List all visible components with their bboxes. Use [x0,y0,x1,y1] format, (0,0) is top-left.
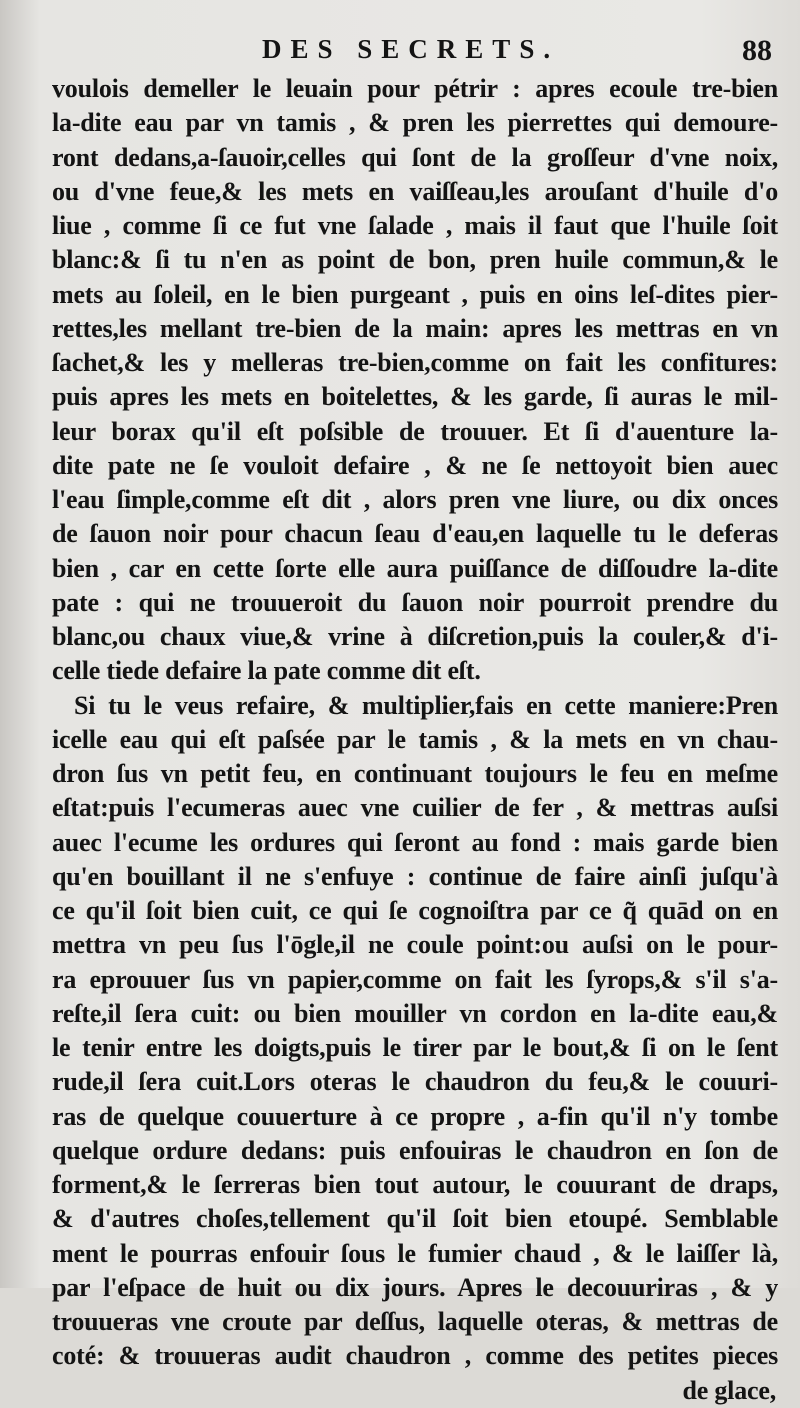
catchword: de glace, [682,1375,776,1405]
paragraph-1 [52,72,778,689]
running-head [52,32,778,72]
text-line: liue , comme ſi ce fut vne ſalade , mais il faut que l'huile ſoit [52,211,778,240]
text-line: rude,il ſera cuit.Lors oteras le chaudron du feu,& le couuri- [52,1067,778,1097]
text-line: qu'en bouillant il ne s'enfuye : continue de faire ainſi juſqu'à [52,861,778,891]
text-line: leur borax qu'il eſt poſsible de trouuer. Et ſi d'auenture la- [52,416,778,446]
text-line: rettes,les mellant tre-bien de la main: apres les mettras en vn [52,313,778,343]
text-line: dite pate ne ſe vouloit defaire , & ne ſe nettoyoit bien auec [52,450,778,480]
text-line: le tenir entre les doigts,puis le tirer par le bout,& ſi on le ſent [52,1033,778,1062]
text-line: & d'autres choſes,tellement qu'il ſoit bien etoupé. Semblable [52,1204,778,1234]
text-line: ce qu'il ſoit bien cuit, ce qui ſe cognoiſtra par ce q̃ quād on en [52,896,778,925]
text-line: blanc:& ſi tu n'en as point de bon, pren huile commun,& le [52,245,778,275]
text-line: coté: & trouueras audit chaudron , comme des petites pieces [52,1341,778,1371]
text-line: ront dedans,a-ſauoir,celles qui ſont de la groſſeur d'vne noix, [52,142,778,172]
text-line: puis apres les mets en boitelettes, & les garde, ſi auras le mil- [52,382,778,412]
text-line: blanc,ou chaux viue,& vrine à diſcretion,puis la couler,& d'i- [52,622,778,651]
text-line: ment le pourras enfouir ſous le fumier chaud , & le laiſſer là, [52,1238,778,1268]
running-title: DES SECRETS. [262,34,560,64]
text-line: ras de quelque couuerture à ce propre , a-fin qu'il n'y tombe [52,1101,778,1131]
text-line: eſtat:puis l'ecumeras auec vne cuilier de fer , & mettras auſsi [52,793,778,823]
text-line: celle tiede defaire la pate comme dit eſt. [52,656,481,686]
text-line: voulois demeller le leuain pour pétrir : apres ecoule tre-bien [52,74,778,103]
text-line: ſachet,& les y melleras tre-bien,comme on fait les confitures: [52,348,778,377]
text-line: ou d'vne feue,& les mets en vaiſſeau,les arouſant d'huile d'o [52,176,778,206]
text-line: pate : qui ne trouueroit du ſauon noir pourroit prendre du [52,587,778,617]
text-line: mets au ſoleil, en le bien purgeant , puis en oins leſ-dites pier- [52,279,778,309]
text-line: la-dite eau par vn tamis , & pren les pierrettes qui demoure- [52,108,778,138]
text-line: quelque ordure dedans: puis enfouiras le chaudron en ſon de [52,1135,778,1165]
text-line: ra eprouuer ſus vn papier,comme on fait les ſyrops,& s'il s'a- [52,964,778,994]
text-line: auec l'ecume les ordures qui ſeront au fond : mais garde bien [52,827,778,857]
text-line: mettra vn peu ſus l'ōgle,il ne coule point:ou auſsi on le pour- [52,930,778,960]
page-number: 88 [742,34,772,67]
text-line: l'eau ſimple,comme eſt dit , alors pren vne liure, ou dix onces [52,485,778,514]
text-line: trouueras vne croute par deſſus, laquelle oteras, & mettras de [52,1307,778,1336]
text-line: forment,& le ſerreras bien tout autour, le couurant de draps, [52,1170,778,1199]
text-line: par l'eſpace de huit ou dix jours. Apres le decouuriras , & y [52,1272,778,1302]
text-line: reſte,il ſera cuit: ou bien mouiller vn cordon en la-dite eau,& [52,998,778,1028]
paragraph-2 [52,689,778,1374]
text-line: Si tu le veus refaire, & multiplier,fais en cette maniere:Pren [74,690,778,720]
text-line: bien , car en cette ſorte elle aura puiſſance de diſſoudre la-dite [52,553,778,583]
text-line: de ſauon noir pour chacun ſeau d'eau,en laquelle tu le deferas [52,519,778,549]
text-line: dron ſus vn petit feu, en continuant toujours le feu en meſme [52,759,778,788]
text-line: icelle eau qui eſt paſsée par le tamis , & la mets en vn chau- [52,724,778,754]
